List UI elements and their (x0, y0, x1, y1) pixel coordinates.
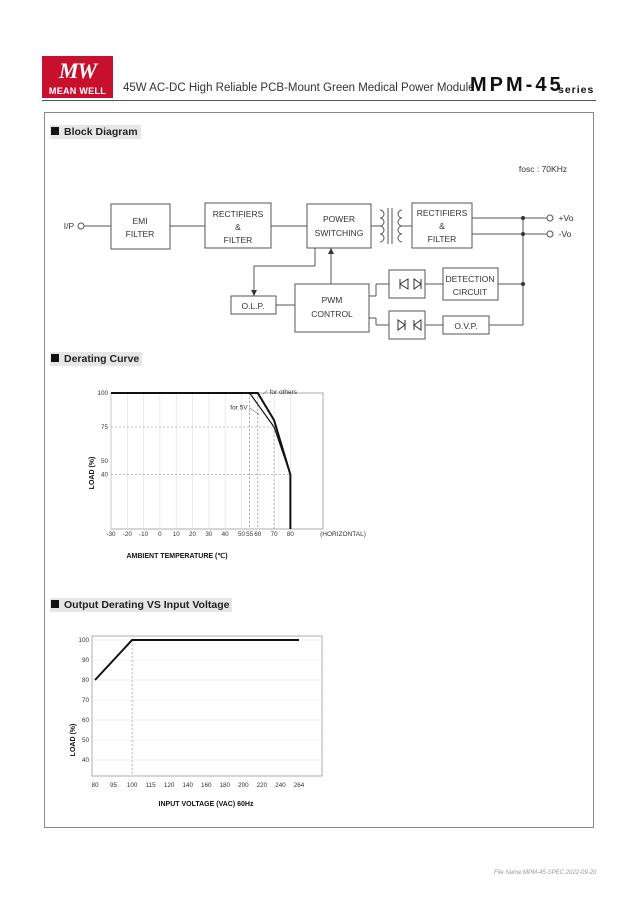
x-tick-label: 20 (189, 531, 197, 538)
derating-curve-chart (80, 380, 380, 565)
input-terminal (78, 223, 84, 229)
rect1-line-2: & (235, 222, 241, 232)
x-axis-title: AMBIENT TEMPERATURE (℃) (126, 553, 228, 560)
pwm-line-2: CONTROL (311, 309, 353, 319)
block-diagram (0, 0, 640, 360)
x-axis-note: (HORIZONTAL) (320, 531, 366, 538)
section-output-derating (50, 598, 232, 612)
fosc-label: fosc : 70KHz (518, 164, 568, 174)
x-tick-label: 0 (158, 531, 162, 538)
annotation-for-others: for others (269, 389, 298, 396)
model-name: MPM-45 (470, 74, 564, 96)
logo-text: MEAN WELL (48, 86, 107, 96)
optocoupler-2 (389, 311, 425, 339)
x-tick-label: 80 (286, 531, 294, 538)
x-tick-label: 180 (219, 782, 231, 789)
bullet-icon (51, 600, 59, 608)
power-line-1: POWER (322, 214, 356, 224)
power-line-2: SWITCHING (314, 228, 364, 238)
y-tick-label: 50 (81, 737, 89, 744)
emi-filter-box (111, 204, 170, 249)
pwm-line-1: PWM (321, 295, 343, 305)
y-tick-label: 40 (100, 471, 108, 479)
x-tick-label: -30 (106, 531, 116, 538)
rect2-line-1: RECTIFIERS (416, 208, 468, 218)
x-tick-label: 100 (126, 782, 138, 789)
section-title: Output Derating VS Input Voltage (64, 599, 230, 611)
x-tick-label: 140 (182, 782, 193, 789)
output-pos-terminal (547, 215, 553, 221)
y-axis-title: LOAD (%) (89, 456, 96, 490)
y-tick-label: 100 (78, 637, 89, 644)
x-tick-label: 80 (91, 782, 99, 789)
detection-line-1: DETECTION (445, 274, 495, 284)
plot-frame (92, 636, 322, 776)
x-tick-label: -20 (122, 531, 132, 538)
rect1-line-1: RECTIFIERS (212, 209, 264, 219)
file-name-footer: File Name:MPM-45-SPEC 2022-09-20 (494, 870, 597, 876)
x-tick-label: 120 (163, 782, 175, 789)
y-tick-label: 90 (81, 657, 89, 664)
section-title: Derating Curve (64, 353, 140, 365)
x-axis-title: INPUT VOLTAGE (VAC) 60Hz (158, 801, 254, 808)
x-tick-label: 220 (256, 782, 268, 789)
x-tick-label: 240 (275, 782, 286, 789)
x-tick-label: 10 (172, 531, 180, 538)
emi-line-2: FILTER (125, 229, 155, 239)
input-label: I/P (63, 221, 75, 231)
annotation-for-5v: for 5V (230, 404, 248, 412)
y-tick-label: 50 (100, 458, 108, 465)
logo-mark: MW (58, 58, 97, 83)
transformer-icon (380, 208, 402, 244)
x-tick-label: 40 (221, 531, 229, 538)
olp-label: O.L.P. (241, 301, 265, 311)
x-tick-label: 50 (237, 531, 245, 538)
detection-line-2: CIRCUIT (452, 287, 488, 297)
x-tick-label: 60 (254, 531, 262, 538)
output-derating-chart (60, 630, 340, 815)
x-tick-label: 95 (110, 782, 118, 789)
y-tick-label: 75 (100, 424, 108, 431)
series-label: series (558, 84, 595, 96)
rect1-line-3: FILTER (223, 235, 253, 245)
x-tick-label: 264 (293, 782, 305, 789)
y-tick-label: 40 (81, 757, 89, 764)
y-tick-label: 80 (81, 677, 89, 684)
optocoupler-1 (389, 270, 425, 298)
x-tick-label: -10 (139, 531, 149, 538)
pwm-control-box (295, 284, 369, 332)
x-tick-label: 160 (201, 782, 212, 789)
product-subtitle: 45W AC-DC High Reliable PCB-Mount Green Medical Power Module (123, 82, 475, 94)
section-title: Block Diagram (64, 126, 138, 138)
output-neg-terminal (547, 231, 553, 237)
x-tick-label: 200 (238, 782, 249, 789)
emi-line-1: EMI (132, 216, 148, 226)
power-switching-box (307, 204, 371, 248)
y-tick-label: 100 (97, 390, 108, 397)
output-pos-label: +Vo (558, 213, 574, 223)
x-tick-label: 30 (205, 531, 213, 538)
rect2-line-2: & (439, 221, 445, 231)
x-tick-label: 115 (145, 782, 156, 789)
rect2-line-3: FILTER (427, 234, 457, 244)
x-tick-label: 55 (246, 531, 254, 538)
y-tick-label: 60 (81, 717, 89, 724)
y-axis-title: LOAD (%) (70, 723, 77, 757)
x-tick-label: 70 (270, 531, 278, 538)
output-neg-label: -Vo (558, 229, 572, 239)
y-tick-label: 70 (81, 697, 89, 704)
ovp-label: O.V.P. (454, 321, 478, 331)
